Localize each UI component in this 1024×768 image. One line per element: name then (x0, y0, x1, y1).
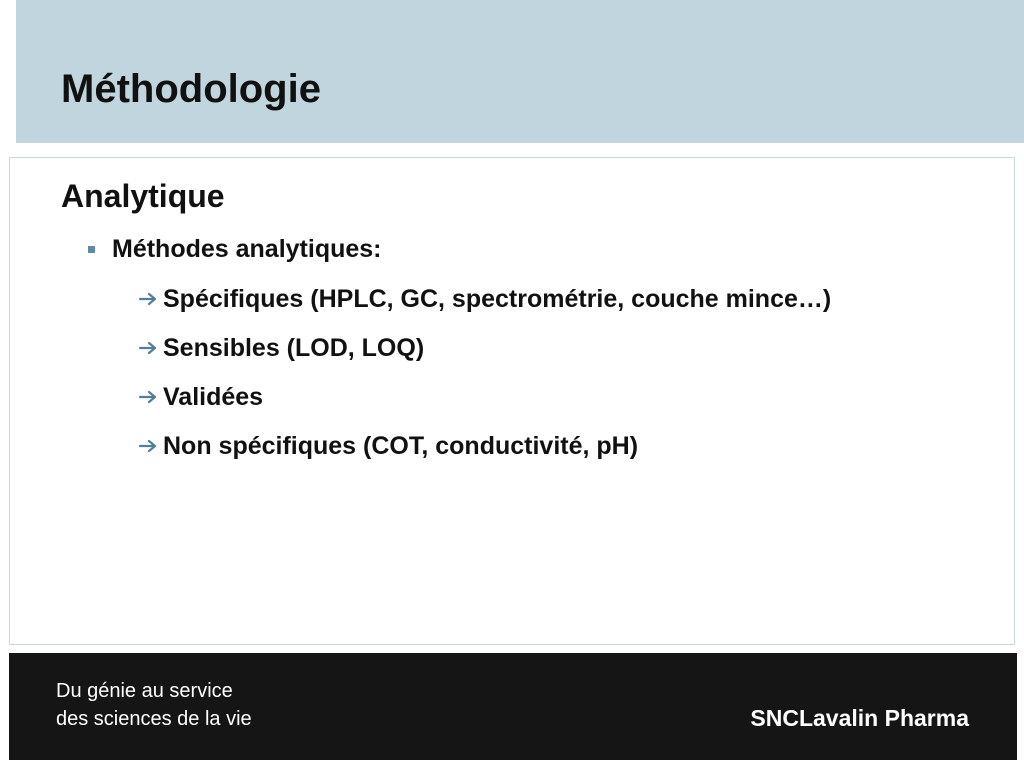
slide-title: Méthodologie (61, 67, 321, 111)
sub-bullet-item (137, 282, 831, 316)
brand-name: SNCLavalin Pharma (750, 705, 969, 731)
sub-bullet-item (137, 331, 831, 365)
footer-bar (9, 653, 1017, 760)
sub-bullet-text: Sensibles (LOD, LOQ) (163, 334, 425, 362)
arrow-right-icon (137, 436, 159, 456)
sub-bullet-item (137, 429, 831, 463)
bullet-item (88, 232, 382, 266)
sub-bullet-item (137, 380, 831, 414)
sub-bullet-list (137, 282, 831, 478)
section-heading: Analytique (61, 178, 225, 214)
square-bullet-icon (88, 246, 95, 253)
bullet-text: Méthodes analytiques: (112, 235, 382, 263)
arrow-right-icon (137, 338, 159, 358)
sub-bullet-text: Non spécifiques (COT, conductivité, pH) (163, 432, 639, 460)
arrow-right-icon (137, 387, 159, 407)
arrow-right-icon (137, 289, 159, 309)
footer-tagline-line: Du génie au service (56, 680, 233, 702)
footer-tagline-line: des sciences de la vie (56, 708, 252, 730)
sub-bullet-text: Spécifiques (HPLC, GC, spectrométrie, couche mince…) (163, 285, 832, 313)
sub-bullet-text: Validées (163, 383, 264, 411)
footer-tagline (56, 677, 252, 733)
